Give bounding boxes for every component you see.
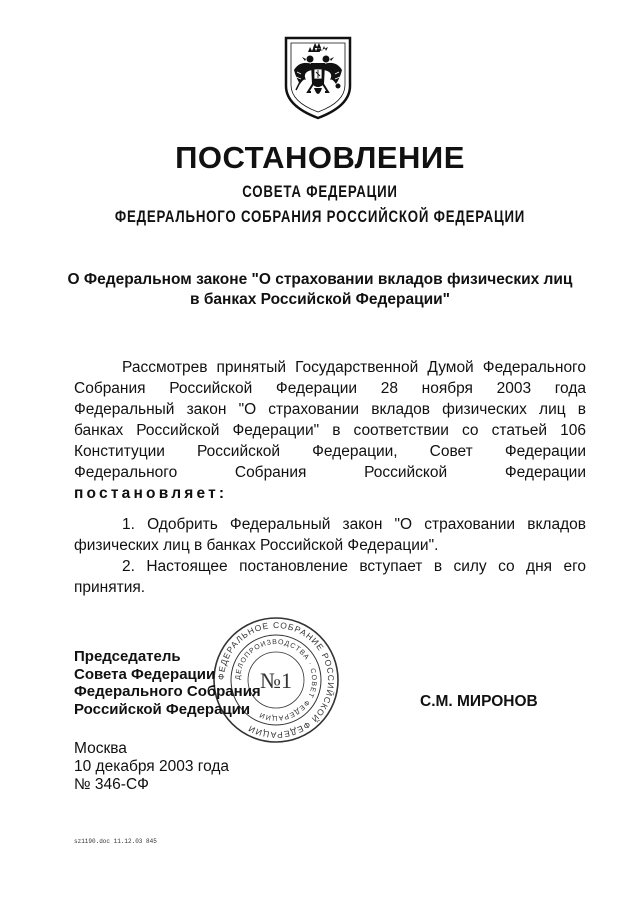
signer-position-line-1: Председатель — [74, 648, 181, 665]
document-number: № 346-СФ — [74, 776, 149, 793]
file-reference-code: sz1190.doc 11.12.03 845 — [74, 838, 157, 845]
stamp-number: №1 — [260, 668, 292, 693]
date: 10 декабря 2003 года — [74, 758, 230, 775]
coat-of-arms-emblem — [282, 34, 354, 120]
intro-resolves: постановляет: — [74, 485, 228, 502]
signer-position-line-2: Совета Федерации — [74, 665, 216, 683]
intro-paragraph — [74, 357, 586, 504]
clause-1-line-1: 1. Одобрить Федеральный закон "О страховании вкладов — [122, 516, 586, 533]
intro-line-6: Федерального Собрания Российской Федерации — [74, 464, 586, 481]
clause-1-line-2: физических лиц в банках Российской Федерации". — [74, 537, 439, 554]
document-subject — [60, 270, 580, 310]
stamp-inner-text: ДЕЛОПРОИЗВОДСТВА · СОВЕТ ФЕДЕРАЦИИ — [234, 638, 318, 722]
clause-2 — [74, 556, 586, 598]
issuer-line-2: ФЕДЕРАЛЬНОГО СОБРАНИЯ РОССИЙСКОЙ ФЕДЕРАЦИИ — [114, 207, 526, 226]
stamp-ring-text: ФЕДЕРАЛЬНОЕ СОБРАНИЕ РОССИЙСКОЙ ФЕДЕРАЦИИ — [215, 619, 337, 741]
document-title: ПОСТАНОВЛЕНИЕ — [175, 140, 465, 175]
signer-position-line-3: Федерального Собрания — [74, 683, 261, 700]
clause-2-line-1: 2. Настоящее постановление вступает в силу со дня его — [122, 558, 586, 575]
signer-position — [74, 648, 261, 718]
intro-line-2: Собрания Российской Федерации 28 ноября 2003 года — [74, 380, 586, 397]
clause-2-line-2: принятия. — [74, 579, 146, 596]
intro-line-4: банках Российской Федерации" в соответствии со статьей 106 — [74, 422, 586, 439]
intro-line-3: Федеральный закон "О страховании вкладов физических лиц в — [74, 401, 586, 418]
city: Москва — [74, 740, 127, 757]
issuer-line-1: СОВЕТА ФЕДЕРАЦИИ — [242, 182, 398, 201]
subject-line-2: в банках Российской Федерации" — [189, 291, 451, 308]
subject-line-1: О Федеральном законе "О страховании вкладов физических лиц — [67, 271, 573, 288]
place-and-date — [74, 740, 229, 794]
intro-line-5: Конституции Российской Федерации, Совет Федерации — [74, 443, 586, 460]
intro-line-1: Рассмотрев принятый Государственной Думой Федерального — [122, 359, 586, 376]
signer-name: С.М. МИРОНОВ — [420, 693, 538, 710]
signer-position-line-4: Российской Федерации — [74, 700, 251, 718]
clause-1 — [74, 514, 586, 556]
